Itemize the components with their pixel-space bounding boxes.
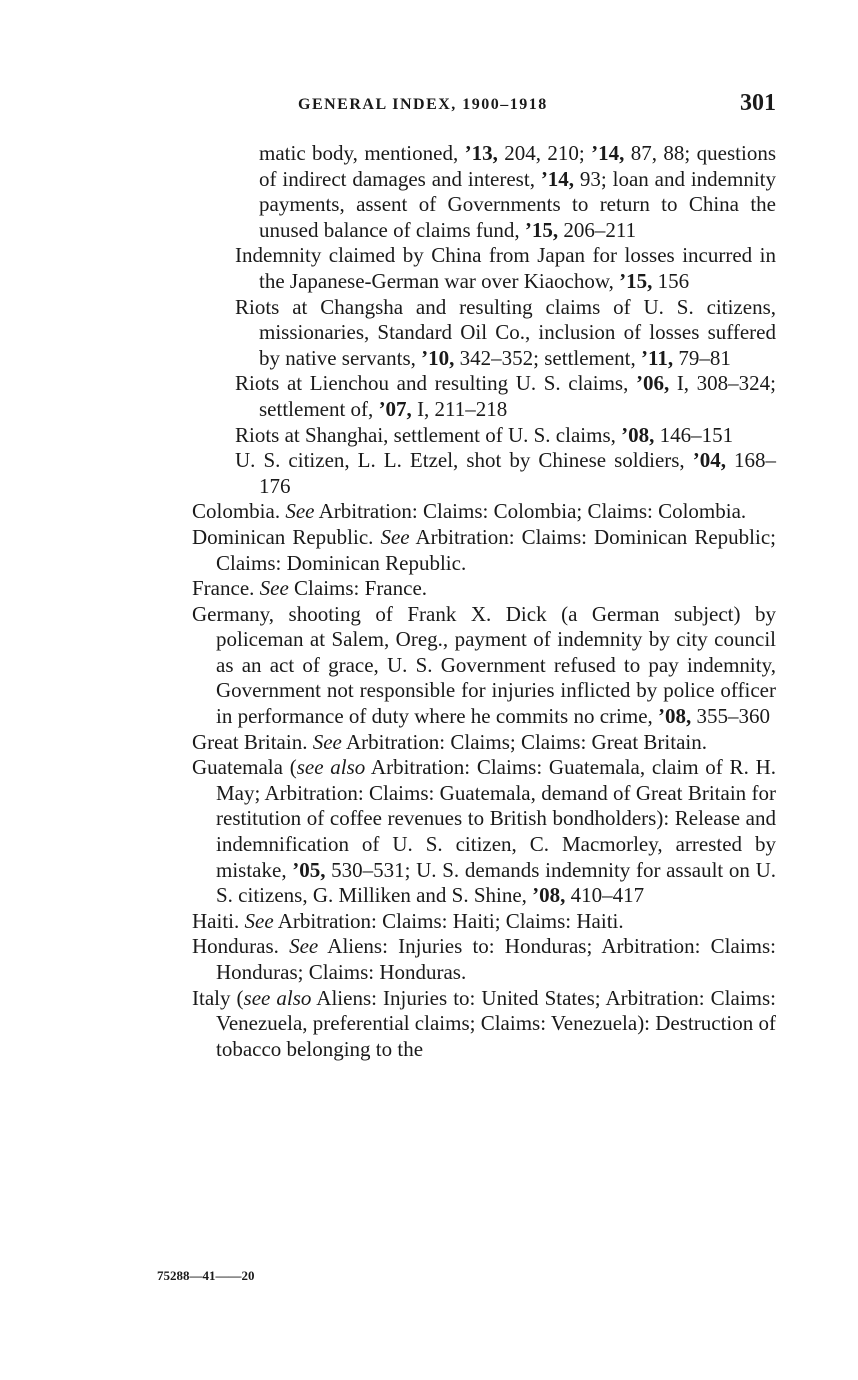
index-entry-dominican-republic: Dominican Republic. See Arbitration: Claims: Dominican Republic; Claims: Dominican Republic. bbox=[192, 524, 776, 575]
index-entry-continuation: matic body, mentioned, ’13, 204, 210; ’14, 87, 88; questions of indirect damages and interest, ’14, 93; loan and indemnity payments, assent of Governments to return to China the unused balance of claims fund, ’15, 206–211 bbox=[259, 141, 776, 242]
index-entry-great-britain: Great Britain. See Arbitration: Claims; Claims: Great Britain. bbox=[192, 729, 707, 754]
page-title: GENERAL INDEX, 1900–1918 bbox=[298, 96, 548, 113]
index-subentry-etzel: U. S. citizen, L. L. Etzel, shot by Chinese soldiers, ’04, 168–176 bbox=[235, 448, 777, 498]
index-subentry-riots-shanghai: Riots at Shanghai, settlement of U. S. claims, ’08, 146–151 bbox=[235, 422, 734, 447]
index-column bbox=[192, 141, 776, 1062]
page-number: 301 bbox=[740, 90, 776, 116]
index-entry-germany: Germany, shooting of Frank X. Dick (a German subject) by policeman at Salem, Oreg., payment of indemnity by city council as an act of grace, U. S. Government refused to pay indemnity, Government not responsible for injuries inflicted by police officer in performance of duty where he commits no crime, ’08, 355–360 bbox=[192, 601, 776, 729]
index-entry-honduras: Honduras. See Aliens: Injuries to: Honduras; Arbitration: Claims: Honduras; Claims: Honduras. bbox=[192, 934, 776, 984]
index-entry-guatemala: Guatemala (see also Arbitration: Claims: Guatemala, claim of R. H. May; Arbitration: Claims: Guatemala, demand of Great Britain for restitution of coffee revenues to British bondholders): Release and indemnification of U. S. citizen, C. Macmorley, arrested by mistake, ’05, 530–531; U. S. demands indemnity for assault on U. S. citizens, G. Milliken and S. Shine, ’08, 410–417 bbox=[192, 755, 776, 908]
running-header bbox=[192, 90, 776, 120]
printer-signature-mark: 75288—41——20 bbox=[157, 1268, 255, 1283]
index-subentry-riots-changsha: Riots at Changsha and resulting claims of U. S. citizens, missionaries, Standard Oil Co., inclusion of losses suffered by native servants, ’10, 342–352; settlement, ’11, 79–81 bbox=[235, 294, 776, 370]
index-entry-colombia: Colombia. See Arbitration: Claims: Colombia; Claims: Colombia. bbox=[192, 499, 747, 524]
index-subentry-indemnity-kiaochow: Indemnity claimed by China from Japan for losses incurred in the Japanese-German war over Kiaochow, ’15, 156 bbox=[235, 243, 776, 293]
index-subentry-riots-lienchou: Riots at Lienchou and resulting U. S. claims, ’06, I, 308–324; settlement of, ’07, I, 211–218 bbox=[235, 371, 777, 421]
index-entry-italy: Italy (see also Aliens: Injuries to: United States; Arbitration: Claims: Venezuela, preferential claims; Claims: Venezuela): Destruction of tobacco belonging to the bbox=[192, 985, 777, 1061]
index-entry-france: France. See Claims: France. bbox=[192, 576, 428, 601]
index-entry-haiti: Haiti. See Arbitration: Claims: Haiti; Claims: Haiti. bbox=[192, 908, 624, 933]
